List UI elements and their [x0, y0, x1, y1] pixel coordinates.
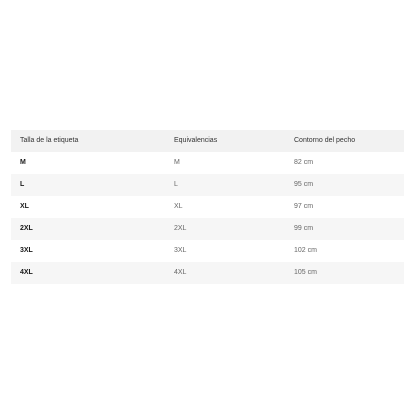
table-header-row — [11, 130, 404, 152]
size-label-cell: 4XL — [20, 269, 33, 276]
chest-cell: 99 cm — [294, 225, 314, 232]
chest-cell: 95 cm — [294, 181, 314, 188]
size-chart-table — [11, 130, 404, 284]
table-row — [11, 262, 404, 284]
equivalence-cell: L — [174, 181, 178, 188]
table-row — [11, 152, 404, 174]
equivalence-cell: 3XL — [174, 247, 187, 254]
table-row — [11, 240, 404, 262]
size-label-cell: M — [20, 159, 26, 166]
chest-cell: 97 cm — [294, 203, 314, 210]
chest-cell: 82 cm — [294, 159, 314, 166]
equivalence-cell: 4XL — [174, 269, 187, 276]
chest-cell: 105 cm — [294, 269, 317, 276]
table-row — [11, 174, 404, 196]
size-label-cell: L — [20, 181, 25, 188]
equivalence-cell: M — [174, 159, 180, 166]
header-label-size: Talla de la etiqueta — [20, 137, 79, 144]
header-chest: Contorno del pecho — [294, 137, 356, 144]
size-label-cell: 2XL — [20, 225, 33, 232]
size-label-cell: 3XL — [20, 247, 33, 254]
equivalence-cell: 2XL — [174, 225, 187, 232]
table-row — [11, 218, 404, 240]
size-label-cell: XL — [20, 203, 29, 210]
equivalence-cell: XL — [174, 203, 183, 210]
header-equivalences: Equivalencias — [174, 137, 218, 144]
table-row — [11, 196, 404, 218]
chest-cell: 102 cm — [294, 247, 317, 254]
